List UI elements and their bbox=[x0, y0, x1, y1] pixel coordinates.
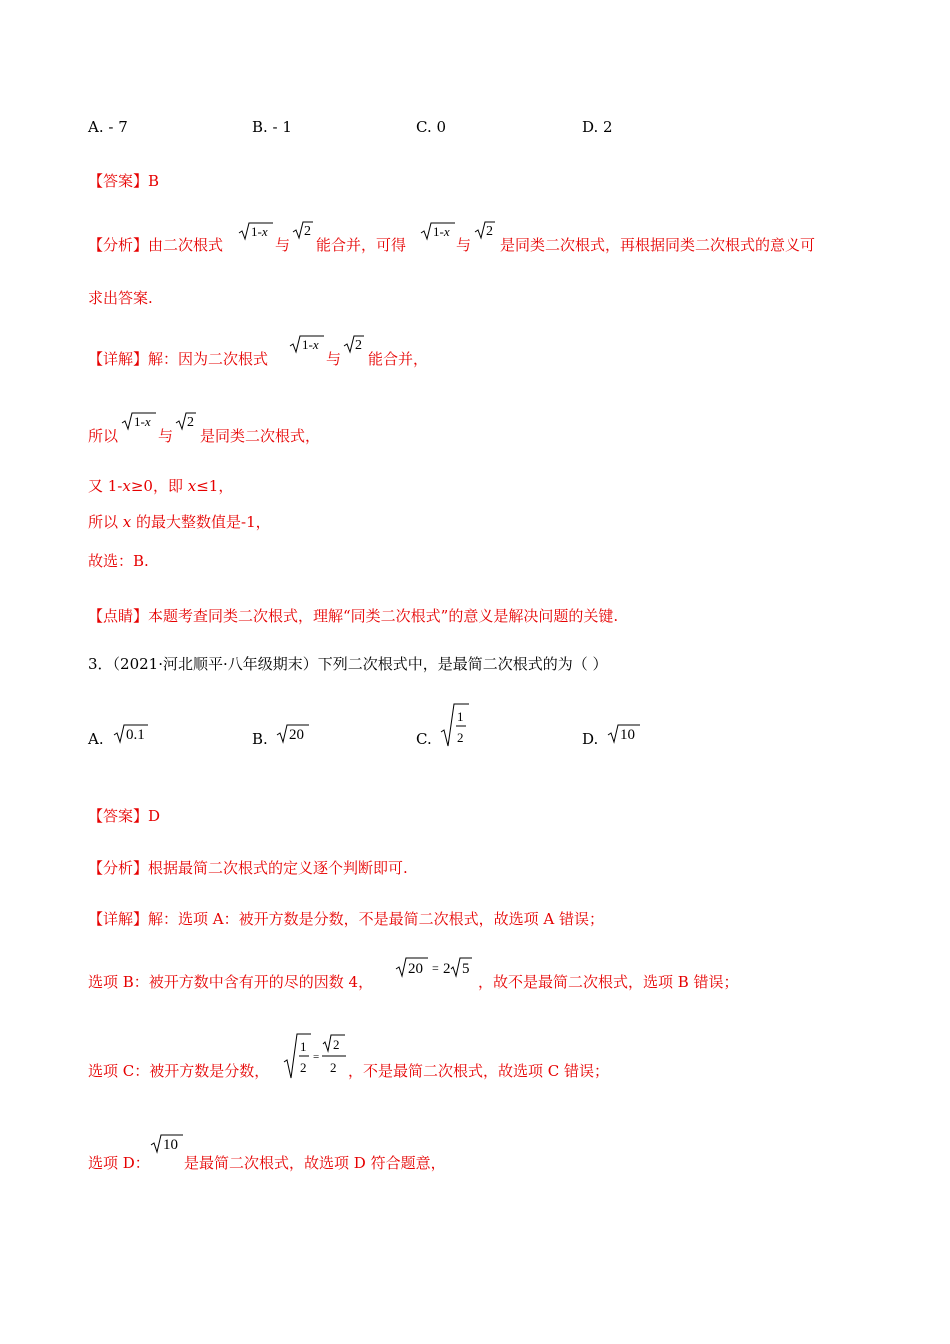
svg-text:2: 2 bbox=[443, 961, 451, 977]
radical-2 bbox=[175, 411, 197, 435]
radical-2 bbox=[474, 220, 496, 244]
radical-2 bbox=[292, 220, 314, 244]
q3-stem: 3．（2021·河北顺平·八年级期末）下列二次根式中，是最简二次根式的为（ ） bbox=[88, 655, 608, 673]
var-x: x bbox=[122, 477, 131, 495]
analysis-tag: 【分析】 bbox=[88, 859, 149, 877]
analysis-rest: 是同类二次根式，再根据同类二次根式的意义可 bbox=[500, 236, 816, 254]
q2-so-line: 所以 bbox=[88, 427, 119, 445]
q3-option-a-label: A. bbox=[88, 730, 104, 748]
svg-text:2: 2 bbox=[333, 1037, 340, 1052]
radical-10 bbox=[150, 1132, 184, 1158]
svg-text:2: 2 bbox=[304, 224, 311, 239]
svg-text:1-x: 1-x bbox=[251, 224, 268, 239]
condition-text: ≤1， bbox=[196, 477, 234, 495]
analysis-text: 根据最简二次根式的定义逐个判断即可. bbox=[148, 859, 408, 877]
analysis-merge: 能合并，可得 bbox=[316, 236, 407, 254]
analysis-with: 与 bbox=[456, 236, 472, 254]
comment-text: 本题考查同类二次根式，理解“同类二次根式”的意义是解决问题的关键. bbox=[148, 607, 619, 625]
q2-detail-line1 bbox=[88, 348, 268, 369]
var-x: x bbox=[187, 477, 197, 495]
detail-merge: 能合并， bbox=[368, 350, 429, 368]
equation-sqrt-half bbox=[283, 1032, 349, 1084]
q2-option-c: C. 0 bbox=[416, 118, 447, 136]
so-with: 与 bbox=[158, 427, 174, 445]
answer-value: B bbox=[148, 172, 160, 190]
svg-text:1-x: 1-x bbox=[134, 414, 151, 429]
q2-max-line bbox=[88, 511, 271, 532]
radical-fraction-half bbox=[440, 702, 470, 752]
svg-text:2: 2 bbox=[486, 224, 493, 239]
q3-answer bbox=[88, 805, 160, 826]
q2-answer bbox=[88, 170, 159, 191]
svg-text:20: 20 bbox=[408, 961, 423, 977]
q2-condition-line bbox=[88, 475, 233, 496]
q2-option-d: D. 2 bbox=[582, 118, 613, 136]
svg-text:2: 2 bbox=[355, 338, 362, 353]
answer-tag: 【答案】 bbox=[88, 807, 149, 825]
q3-detail-c: 选项 C：被开方数是分数， bbox=[88, 1062, 270, 1080]
answer-value: D bbox=[148, 807, 161, 825]
svg-text:1-x: 1-x bbox=[302, 337, 319, 352]
analysis-tag: 【分析】 bbox=[88, 236, 149, 254]
so-rest: 是同类二次根式， bbox=[200, 427, 321, 445]
detail-tag: 【详解】 bbox=[88, 910, 149, 928]
radical-1-minus-x bbox=[420, 221, 456, 245]
q3-option-c-label: C. bbox=[416, 730, 432, 748]
q3-option-d-label: D. bbox=[582, 730, 599, 748]
svg-text:20: 20 bbox=[289, 727, 304, 743]
svg-text:1-x: 1-x bbox=[433, 224, 450, 239]
max-text: 的最大整数值是-1， bbox=[136, 513, 271, 531]
equation-sqrt20-eq-2sqrt5 bbox=[395, 955, 475, 983]
q3-detail-b-rest: ，故不是最简二次根式，选项 B 错误； bbox=[478, 973, 739, 991]
q3-detail-c-rest: ，不是最简二次根式，故选项 C 错误； bbox=[348, 1062, 610, 1080]
q2-option-a: A. - 7 bbox=[88, 118, 128, 136]
comment-tag: 【点睛】 bbox=[88, 607, 149, 625]
var-x: x bbox=[122, 513, 132, 531]
q3-option-b-label: B. bbox=[252, 730, 268, 748]
condition-text: 又 1- bbox=[88, 477, 123, 495]
svg-text:0.1: 0.1 bbox=[126, 727, 145, 743]
q3-detail-b: 选项 B：被开方数中含有开的尽的因数 4， bbox=[88, 973, 374, 991]
detail-with: 与 bbox=[326, 350, 342, 368]
radical-0-1 bbox=[113, 722, 149, 748]
q2-option-b: B. - 1 bbox=[252, 118, 292, 136]
svg-text:2: 2 bbox=[300, 1060, 307, 1075]
radical-1-minus-x bbox=[289, 334, 325, 358]
q3-detail-d: 选项 D： bbox=[88, 1154, 150, 1172]
svg-text:1: 1 bbox=[457, 709, 464, 724]
condition-text: ≥0，即 bbox=[130, 477, 183, 495]
q2-comment bbox=[88, 605, 618, 626]
svg-text:=: = bbox=[432, 961, 439, 975]
q2-analysis-line1 bbox=[88, 234, 223, 255]
svg-text:=: = bbox=[313, 1051, 320, 1063]
q3-detail-d-rest: 是最简二次根式，故选项 D 符合题意， bbox=[184, 1154, 446, 1172]
detail-text: 解：因为二次根式 bbox=[148, 350, 269, 368]
answer-tag: 【答案】 bbox=[88, 172, 149, 190]
radical-1-minus-x bbox=[121, 411, 157, 435]
svg-text:2: 2 bbox=[187, 415, 194, 430]
max-text: 所以 bbox=[88, 513, 119, 531]
svg-text:1: 1 bbox=[300, 1039, 307, 1054]
radical-1-minus-x bbox=[238, 221, 274, 245]
analysis-text: 由二次根式 bbox=[148, 236, 224, 254]
q3-detail-a bbox=[88, 908, 604, 929]
svg-text:2: 2 bbox=[330, 1060, 337, 1075]
radical-10 bbox=[607, 722, 641, 748]
q3-analysis bbox=[88, 857, 408, 878]
radical-2 bbox=[343, 334, 365, 358]
svg-text:10: 10 bbox=[620, 727, 635, 743]
svg-text:5: 5 bbox=[462, 961, 470, 977]
q2-choose-line: 故选：B. bbox=[88, 552, 149, 570]
radical-20 bbox=[276, 722, 310, 748]
detail-text: 解：选项 A：被开方数是分数，不是最简二次根式，故选项 A 错误； bbox=[148, 910, 604, 928]
q2-analysis-line2: 求出答案. bbox=[88, 289, 153, 307]
svg-text:2: 2 bbox=[457, 730, 464, 745]
analysis-with: 与 bbox=[275, 236, 291, 254]
svg-text:10: 10 bbox=[163, 1137, 178, 1153]
detail-tag: 【详解】 bbox=[88, 350, 149, 368]
